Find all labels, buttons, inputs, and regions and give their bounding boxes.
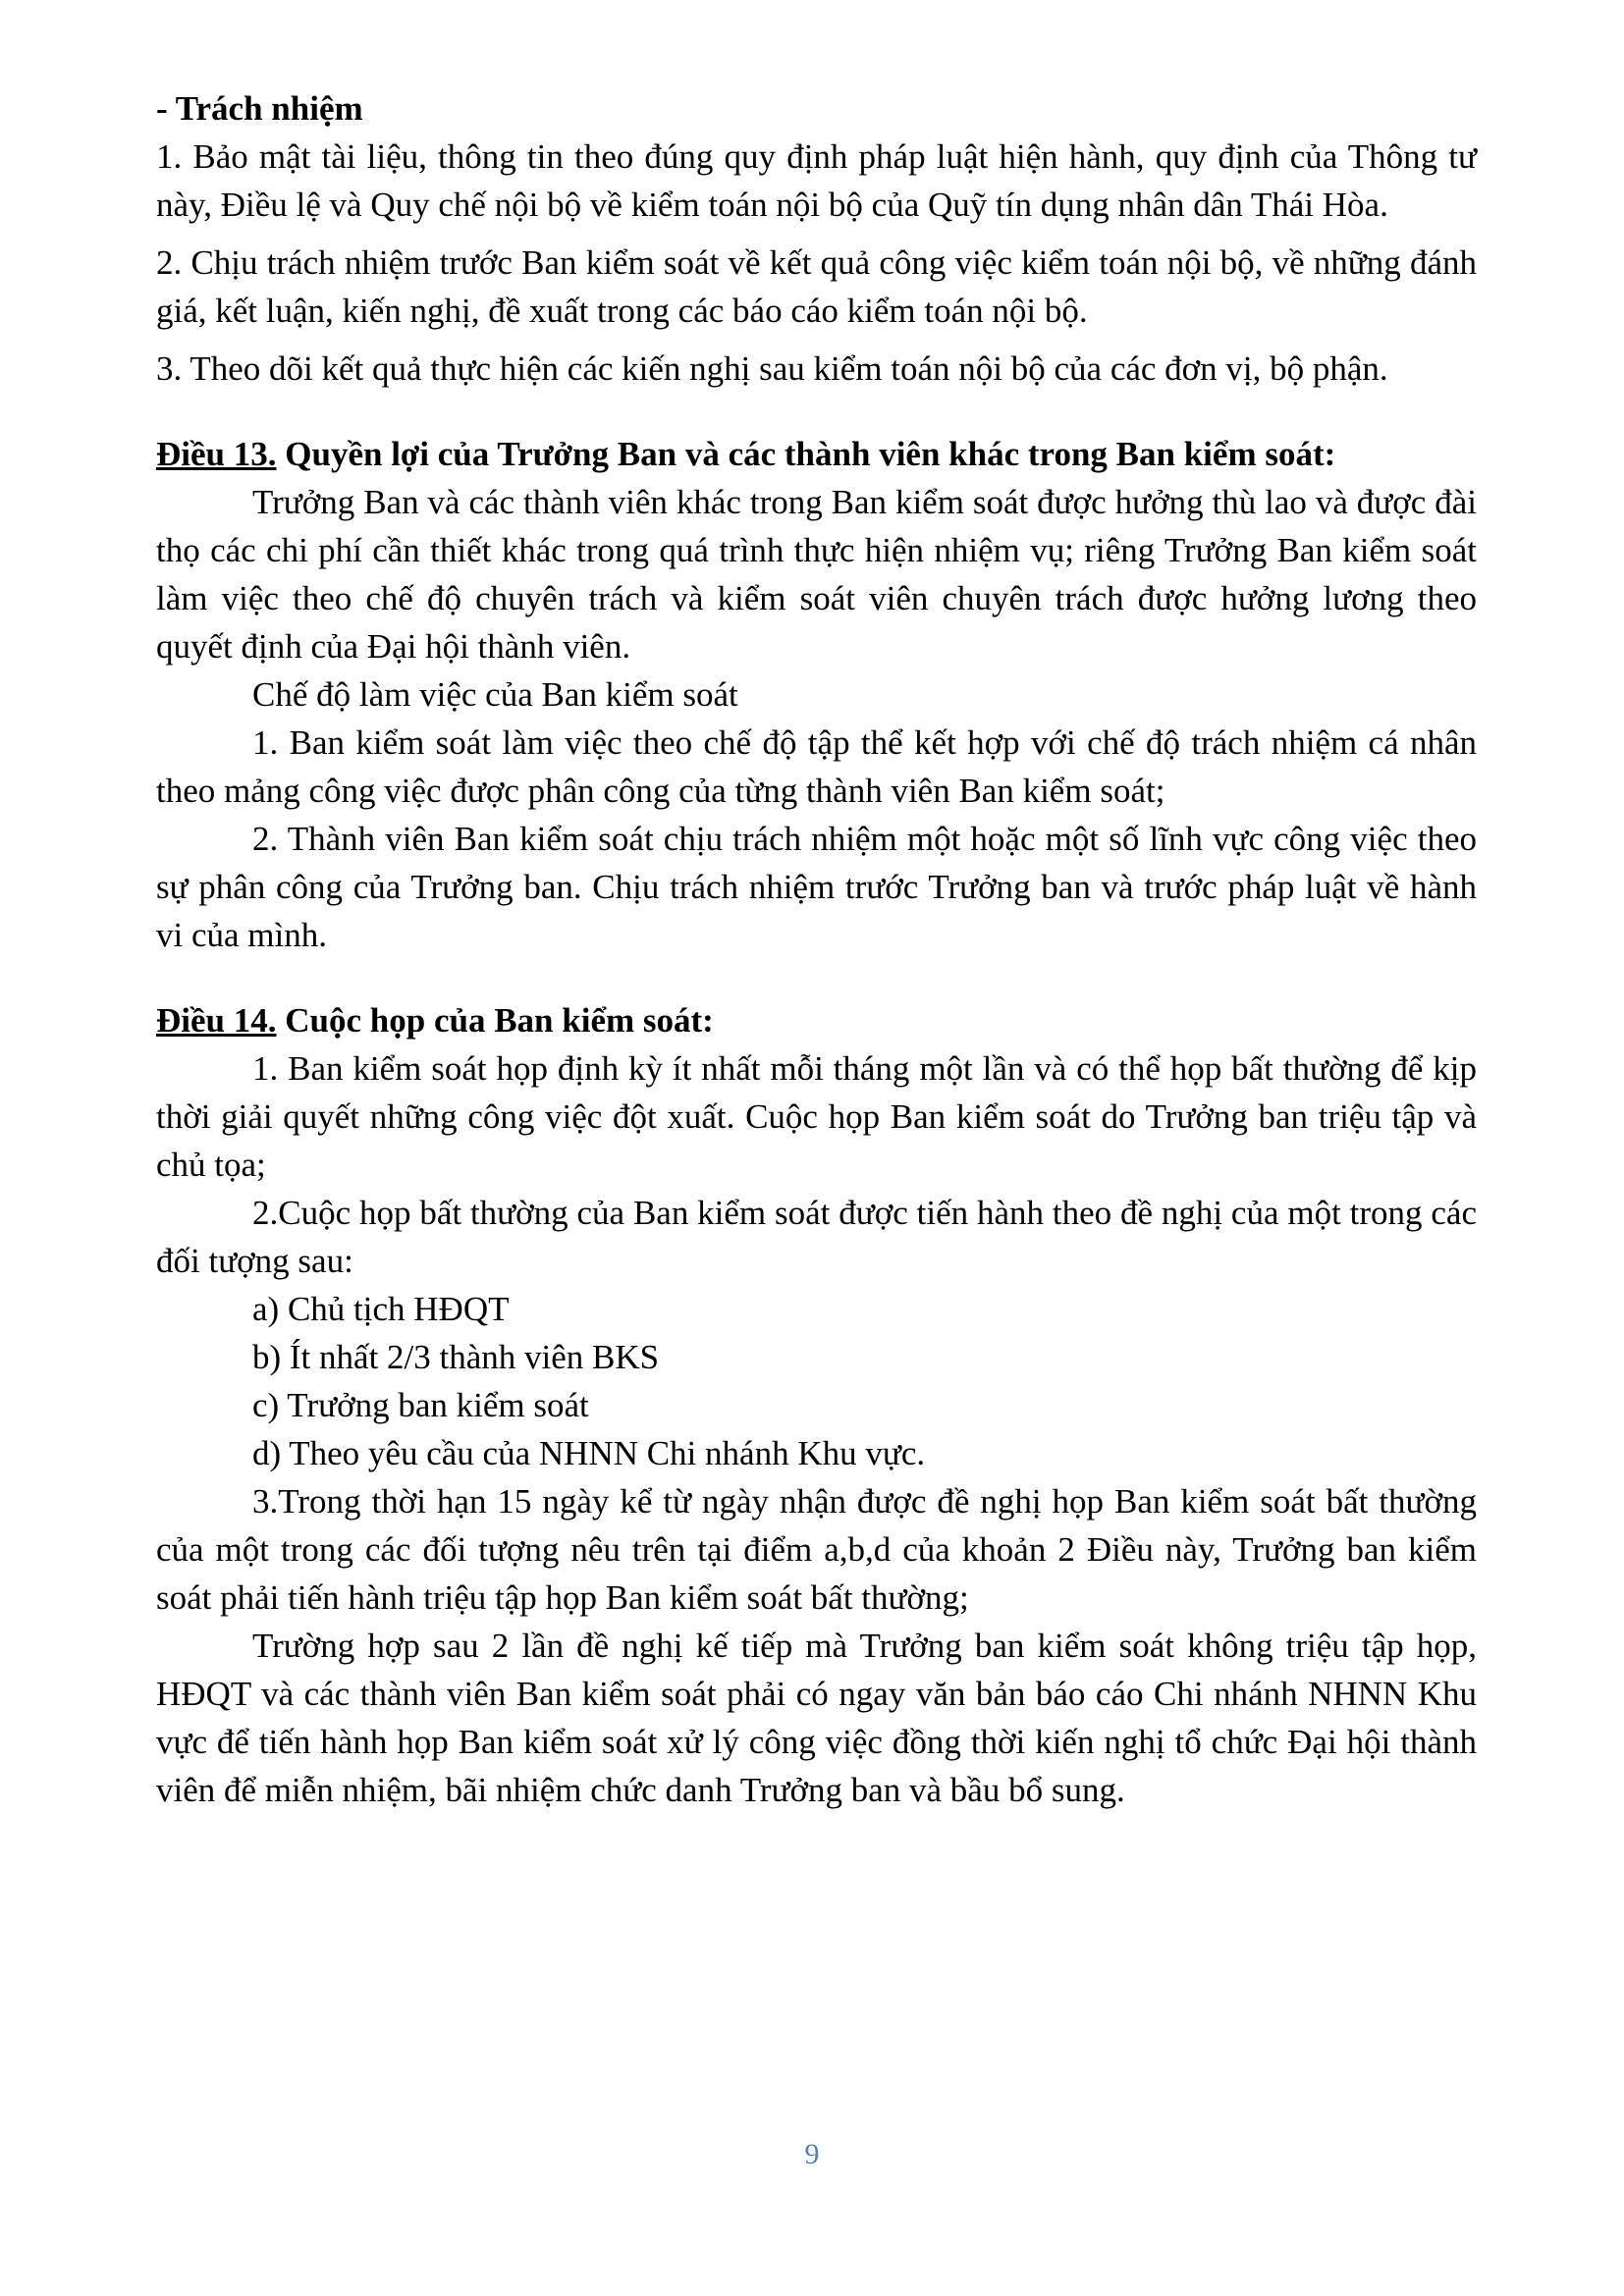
article-13-paragraph-2: Chế độ làm việc của Ban kiểm soát bbox=[252, 675, 738, 714]
article-14-sub-item-d: d) Theo yêu cầu của NHNN Chi nhánh Khu vực. bbox=[252, 1434, 926, 1472]
article-14-sub-item-a: a) Chủ tịch HĐQT bbox=[252, 1290, 510, 1328]
article-13-heading bbox=[156, 430, 1477, 478]
article-14-paragraph-4: Trường hợp sau 2 lần đề nghị kế tiếp mà Trưởng ban kiểm soát không triệu tập họp, HĐQT và các thành viên Ban kiểm soát phải có ngay văn bản báo cáo Chi nhánh NHNN Khu vực để tiến hành họp Ban kiểm soát xử lý công việc đồng thời kiến nghị tổ chức Đại hội thành viên để miễn nhiệm, bãi nhiệm chức danh Trưởng ban và bầu bổ sung. bbox=[156, 1627, 1477, 1809]
article-14-sub-item-c: c) Trưởng ban kiểm soát bbox=[252, 1386, 589, 1424]
article-13-paragraph-1: Trưởng Ban và các thành viên khác trong Ban kiểm soát được hưởng thù lao và được đài thọ các chi phí cần thiết khác trong quá trình thực hiện nhiệm vụ; riêng Trưởng Ban kiểm soát làm việc theo chế độ chuyên trách và kiểm soát viên chuyên trách được hưởng lương theo quyết định của Đại hội thành viên. bbox=[156, 483, 1477, 666]
article-14-paragraph-3: 3.Trong thời hạn 15 ngày kể từ ngày nhận được đề nghị họp Ban kiểm soát bất thường của một trong các đối tượng nêu trên tại điểm a,b,d của khoản 2 Điều này, Trưởng ban kiểm soát phải tiến hành triệu tập họp Ban kiểm soát bất thường; bbox=[156, 1482, 1477, 1617]
responsibility-item-1: 1. Bảo mật tài liệu, thông tin theo đúng quy định pháp luật hiện hành, quy định của Thông tư này, Điều lệ và Quy chế nội bộ về kiểm toán nội bộ của Quỹ tín dụng nhân dân Thái Hòa. bbox=[156, 137, 1477, 224]
article-14-paragraph-1: 1. Ban kiểm soát họp định kỳ ít nhất mỗi tháng một lần và có thể họp bất thường để kịp thời giải quyết những công việc đột xuất. Cuộc họp Ban kiểm soát do Trưởng ban triệu tập và chủ tọa; bbox=[156, 1049, 1477, 1184]
article-14-paragraph-2: 2.Cuộc họp bất thường của Ban kiểm soát được tiến hành theo đề nghị của một trong các đối tượng sau: bbox=[156, 1194, 1477, 1280]
page-number: 9 bbox=[804, 2138, 820, 2170]
article-13-number: Điều 13. bbox=[156, 435, 277, 473]
page-content bbox=[156, 84, 1477, 1814]
article-13-title: Quyền lợi của Trưởng Ban và các thành viên khác trong Ban kiểm soát: bbox=[276, 435, 1336, 473]
responsibility-heading: - Trách nhiệm bbox=[156, 89, 363, 128]
article-13-paragraph-4: 2. Thành viên Ban kiểm soát chịu trách nhiệm một hoặc một số lĩnh vực công việc theo sự phân công của Trưởng ban. Chịu trách nhiệm trước Trưởng ban và trước pháp luật về hành vi của mình. bbox=[156, 820, 1477, 954]
responsibility-item-2: 2. Chịu trách nhiệm trước Ban kiểm soát về kết quả công việc kiểm toán nội bộ, về những đánh giá, kết luận, kiến nghị, đề xuất trong các báo cáo kiểm toán nội bộ. bbox=[156, 243, 1477, 330]
responsibility-item-3: 3. Theo dõi kết quả thực hiện các kiến nghị sau kiểm toán nội bộ của các đơn vị, bộ phận. bbox=[156, 349, 1388, 388]
article-14-number: Điều 14. bbox=[156, 1001, 277, 1040]
article-14-title: Cuộc họp của Ban kiểm soát: bbox=[276, 1001, 714, 1040]
article-13-paragraph-3: 1. Ban kiểm soát làm việc theo chế độ tập thể kết hợp với chế độ trách nhiệm cá nhân theo mảng công việc được phân công của từng thành viên Ban kiểm soát; bbox=[156, 723, 1477, 810]
article-14-heading bbox=[156, 996, 1477, 1044]
article-14-sub-item-b: b) Ít nhất 2/3 thành viên BKS bbox=[252, 1338, 660, 1376]
